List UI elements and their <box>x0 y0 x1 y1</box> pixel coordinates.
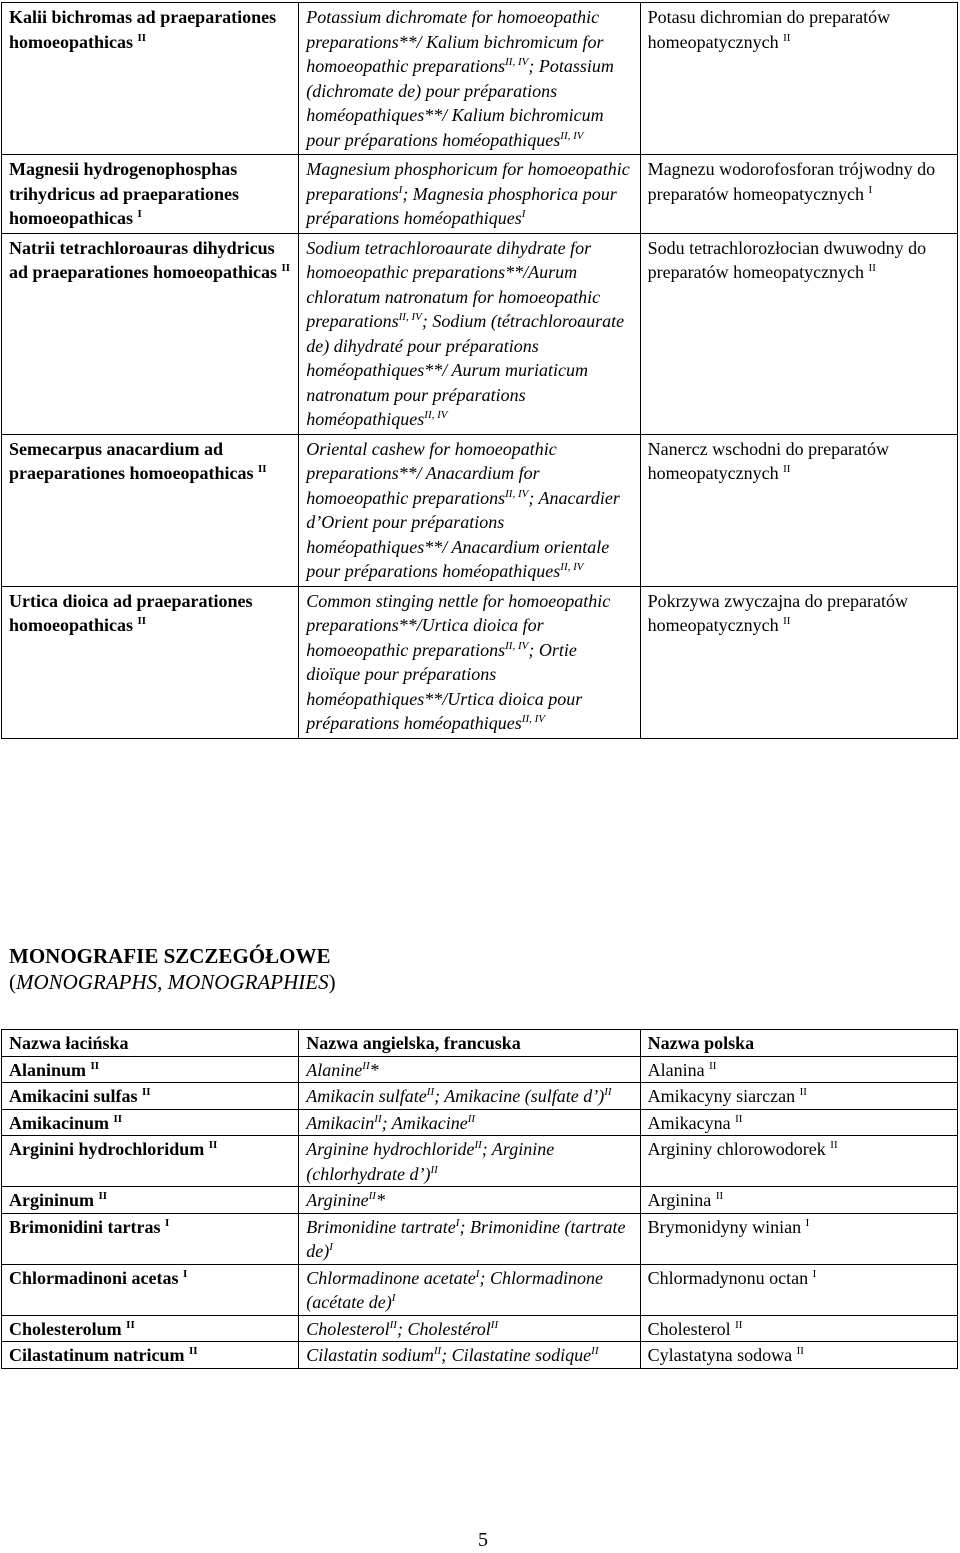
english-french-name: ; Potassium (dichromate de) pour préparations homéopathiques**/ Kalium bichromicum pour préparations homéopathiques <box>306 56 614 150</box>
superscript-mark: II <box>604 1086 612 1098</box>
monograph-row <box>2 233 958 434</box>
english-french-name: * <box>375 1190 385 1210</box>
english-french-name-cell <box>299 1056 640 1083</box>
english-french-name-cell <box>299 1083 640 1110</box>
english-french-name-cell <box>299 233 640 434</box>
polish-name-cell <box>640 1187 957 1214</box>
heading-line-1: MONOGRAFIE SZCZEGÓŁOWE <box>9 944 331 968</box>
table-row <box>2 1315 958 1342</box>
latin-name-cell <box>2 1213 299 1264</box>
polish-name-cell <box>640 586 957 738</box>
english-french-name: ; Amikacine (sulfate d’) <box>434 1086 605 1106</box>
header-polish: Nazwa polska <box>640 1030 957 1057</box>
polish-name: Argininy chlorowodorek <box>647 1139 826 1159</box>
superscript-mark: II, IV <box>505 639 529 652</box>
latin-name-cell <box>2 1136 299 1187</box>
superscript-mark: II <box>137 615 147 627</box>
english-french-name: ; Chlormadinone (acétate de) <box>306 1267 603 1312</box>
superscript-mark: II <box>490 1318 499 1331</box>
superscript-mark: II <box>374 1112 382 1125</box>
latin-name: Chlormadinoni acetas <box>9 1267 179 1288</box>
superscript-mark: II, IV <box>560 129 584 142</box>
superscript-mark: II, IV <box>398 311 422 323</box>
monograph-row <box>2 155 958 234</box>
polish-name: Alanina <box>647 1059 705 1080</box>
polish-name: Cholesterol <box>647 1318 731 1339</box>
superscript-mark: II <box>426 1086 435 1098</box>
superscript-mark: I <box>868 183 873 196</box>
english-french-name-cell <box>299 3 640 155</box>
latin-name: Kalii bichromas ad praeparationes homoeopathicas <box>9 7 277 52</box>
superscript-mark: II, IV <box>505 56 529 68</box>
english-french-name: Common stinging nettle for homoeopathic preparations**/Urtica dioica for homoeopathic preparations <box>306 590 611 660</box>
polish-name: Chlormadynonu octan <box>647 1267 809 1288</box>
superscript-mark: I <box>165 1216 170 1229</box>
english-french-name: ; Anacardier d’Orient pour préparations homéopathiques**/ Anacardium orientale pour préparations homéopathiques <box>306 487 620 581</box>
latin-name: Urtica dioica ad praeparationes homoeopathicas <box>9 590 253 635</box>
english-french-name: Arginine <box>306 1190 369 1210</box>
polish-name-cell <box>640 1056 957 1083</box>
latin-name-cell <box>2 1342 299 1369</box>
monograph-row <box>2 3 958 155</box>
superscript-mark: II <box>830 1139 838 1151</box>
english-french-name: Sodium tetrachloroaurate dihydrate for homoeopathic preparations**/Aurum chloratum natronatum for homoeopathic preparations <box>306 237 601 331</box>
polish-name-cell <box>640 1342 957 1369</box>
latin-name-cell <box>2 233 299 434</box>
superscript-mark: II <box>389 1318 397 1331</box>
latin-name: Brimonidini tartras <box>9 1216 161 1237</box>
latin-name: Alaninum <box>9 1059 87 1080</box>
polish-name: Cylastatyna sodowa <box>647 1345 793 1365</box>
english-french-name: ; Cholestérol <box>396 1318 491 1339</box>
superscript-mark: II, IV <box>560 561 584 573</box>
latin-name-cell <box>2 1083 299 1110</box>
english-french-name: * <box>369 1059 379 1080</box>
superscript-mark: II <box>796 1345 804 1357</box>
superscript-mark: II <box>137 31 147 44</box>
polish-name-cell <box>640 434 957 586</box>
polish-name: Amikacyny siarczan <box>647 1086 796 1106</box>
table-row <box>2 1213 958 1264</box>
table-row <box>2 1056 958 1083</box>
superscript-mark: II <box>709 1059 717 1072</box>
polish-name: Nanercz wschodni do preparatów homeopatycznych <box>647 438 890 483</box>
header-row <box>2 1030 958 1057</box>
homoeopathic-monographs-table <box>1 2 958 739</box>
english-french-name: Amikacin <box>306 1112 375 1133</box>
polish-name-cell <box>640 1315 957 1342</box>
table-row <box>2 1264 958 1315</box>
superscript-mark: I <box>521 208 526 220</box>
superscript-mark: II <box>735 1318 743 1331</box>
superscript-mark: II <box>368 1190 376 1202</box>
english-french-name: ; Cilastatine sodique <box>441 1345 592 1365</box>
superscript-mark: II <box>591 1345 599 1357</box>
table-row <box>2 1109 958 1136</box>
polish-name-cell <box>640 1136 957 1187</box>
latin-name-cell <box>2 434 299 586</box>
latin-name: Magnesii hydrogenophosphas trihydricus ad praeparationes homoeopathicas <box>9 159 240 228</box>
english-french-name: Cholesterol <box>306 1318 390 1339</box>
superscript-mark: I <box>455 1216 460 1229</box>
superscript-mark: I <box>812 1267 817 1280</box>
heading-open-paren: ( <box>9 970 16 994</box>
superscript-mark: II <box>799 1086 807 1098</box>
superscript-mark: II <box>430 1163 438 1176</box>
english-french-name-cell <box>299 1213 640 1264</box>
english-french-name: ; Arginine (chlorhydrate d’) <box>306 1139 555 1184</box>
english-french-name: Cilastatin sodium <box>306 1345 434 1365</box>
latin-name: Amikacinum <box>9 1112 110 1133</box>
polish-name: Pokrzywa zwyczajna do preparatów homeopatycznych <box>647 590 909 635</box>
english-french-name-cell <box>299 1136 640 1187</box>
english-french-name: Oriental cashew for homoeopathic preparations**/ Anacardium for homoeopathic preparations <box>306 438 557 508</box>
polish-name: Sodu tetrachlorozłocian dwuwodny do preparatów homeopatycznych <box>647 237 927 282</box>
superscript-mark: I <box>183 1267 188 1280</box>
superscript-mark: II <box>113 1112 123 1125</box>
latin-name: Natrii tetrachloroauras dihydricus ad praeparationes homoeopathicas <box>9 237 278 282</box>
section-heading <box>9 943 336 995</box>
english-french-name: Arginine hydrochloride <box>306 1139 475 1159</box>
english-french-name: Brimonidine tartrate <box>306 1216 456 1237</box>
monograph-row <box>2 586 958 738</box>
latin-name-cell <box>2 1056 299 1083</box>
english-french-name: ; Brimonidine (tartrate de) <box>306 1216 626 1261</box>
table-row <box>2 1187 958 1214</box>
superscript-mark: II <box>433 1345 442 1357</box>
table-row <box>2 1136 958 1187</box>
english-french-name: Alanine <box>306 1059 363 1080</box>
latin-name-cell <box>2 1109 299 1136</box>
english-french-name-cell <box>299 1264 640 1315</box>
polish-name: Brymonidyny winian <box>647 1216 802 1237</box>
superscript-mark: I <box>475 1267 480 1280</box>
superscript-mark: II <box>258 463 267 475</box>
polish-name: Magnezu wodorofosforan trójwodny do preparatów homeopatycznych <box>647 159 936 204</box>
superscript-mark: II <box>142 1086 151 1098</box>
superscript-mark: II <box>868 262 876 274</box>
english-french-name-cell <box>299 155 640 234</box>
polish-name: Amikacyna <box>647 1112 731 1133</box>
superscript-mark: I <box>805 1216 810 1229</box>
superscript-mark: II <box>715 1190 724 1202</box>
polish-name-cell <box>640 155 957 234</box>
polish-name-cell <box>640 233 957 434</box>
superscript-mark: II, IV <box>521 713 546 725</box>
superscript-mark: II <box>467 1112 476 1125</box>
english-french-name: Amikacin sulfate <box>306 1086 427 1106</box>
polish-name: Potasu dichromian do preparatów homeopatycznych <box>647 7 891 52</box>
polish-name-cell <box>640 1083 957 1110</box>
header-latin: Nazwa łacińska <box>2 1030 299 1057</box>
heading-italic: MONOGRAPHS, MONOGRAPHIES <box>16 970 329 994</box>
latin-name: Argininum <box>9 1190 95 1210</box>
detailed-monographs-table <box>1 1029 958 1369</box>
english-french-name-cell <box>299 1342 640 1369</box>
english-french-name-cell <box>299 1109 640 1136</box>
latin-name: Arginini hydrochloridum <box>9 1139 205 1159</box>
latin-name-cell <box>2 3 299 155</box>
english-french-name: ; Magnesia phosphorica pour préparations homéopathiques <box>306 183 617 228</box>
latin-name: Cilastatinum natricum <box>9 1345 185 1365</box>
english-french-name: Magnesium phosphoricum for homoeopathic preparations <box>306 159 630 204</box>
superscript-mark: II <box>474 1139 482 1151</box>
superscript-mark: I <box>137 208 142 220</box>
superscript-mark: II <box>783 31 791 44</box>
latin-name-cell <box>2 586 299 738</box>
table-row <box>2 1342 958 1369</box>
superscript-mark: II <box>208 1139 218 1151</box>
heading-line-2 <box>9 969 336 995</box>
superscript-mark: II <box>90 1059 100 1072</box>
heading-close-paren: ) <box>328 970 336 994</box>
superscript-mark: II <box>735 1112 743 1125</box>
english-french-name: Chlormadinone acetate <box>306 1267 476 1288</box>
english-french-name: Potassium dichromate for homoeopathic preparations**/ Kalium bichromicum for homoeopathic preparations <box>306 7 604 76</box>
superscript-mark: II <box>189 1345 198 1357</box>
english-french-name: ; Amikacine <box>381 1112 468 1133</box>
english-french-name-cell <box>299 434 640 586</box>
english-french-name-cell <box>299 586 640 738</box>
superscript-mark: II <box>783 463 791 475</box>
latin-name: Semecarpus anacardium ad praeparationes homoeopathicas <box>9 438 254 483</box>
polish-name-cell <box>640 1213 957 1264</box>
superscript-mark: I <box>329 1241 333 1253</box>
superscript-mark: II <box>783 615 791 627</box>
page-number: 5 <box>478 1529 488 1551</box>
superscript-mark: II <box>362 1059 370 1072</box>
superscript-mark: II, IV <box>424 409 448 421</box>
superscript-mark: II <box>98 1190 108 1202</box>
english-french-name-cell <box>299 1315 640 1342</box>
latin-name-cell <box>2 155 299 234</box>
polish-name-cell <box>640 1264 957 1315</box>
polish-name-cell <box>640 3 957 155</box>
polish-name: Arginina <box>647 1190 712 1210</box>
superscript-mark: II <box>126 1318 135 1331</box>
latin-name: Amikacini sulfas <box>9 1086 138 1106</box>
superscript-mark: II, IV <box>505 487 529 500</box>
monograph-row <box>2 434 958 586</box>
english-french-name-cell <box>299 1187 640 1214</box>
superscript-mark: I <box>391 1292 396 1304</box>
header-english-french: Nazwa angielska, francuska <box>299 1030 640 1057</box>
latin-name-cell <box>2 1187 299 1214</box>
latin-name-cell <box>2 1264 299 1315</box>
latin-name: Cholesterolum <box>9 1318 122 1339</box>
superscript-mark: II <box>281 262 291 274</box>
latin-name-cell <box>2 1315 299 1342</box>
polish-name-cell <box>640 1109 957 1136</box>
table-row <box>2 1083 958 1110</box>
english-french-name: ; Ortie dioïque pour préparations homéopathiques**/Urtica dioica pour préparations homéopathiques <box>306 639 583 733</box>
english-french-name: ; Sodium (tétrachloroaurate de) dihydraté pour préparations homéopathiques**/ Aurum muriaticum natronatum pour préparations homéopathiques <box>306 311 625 429</box>
superscript-mark: I <box>398 183 403 196</box>
